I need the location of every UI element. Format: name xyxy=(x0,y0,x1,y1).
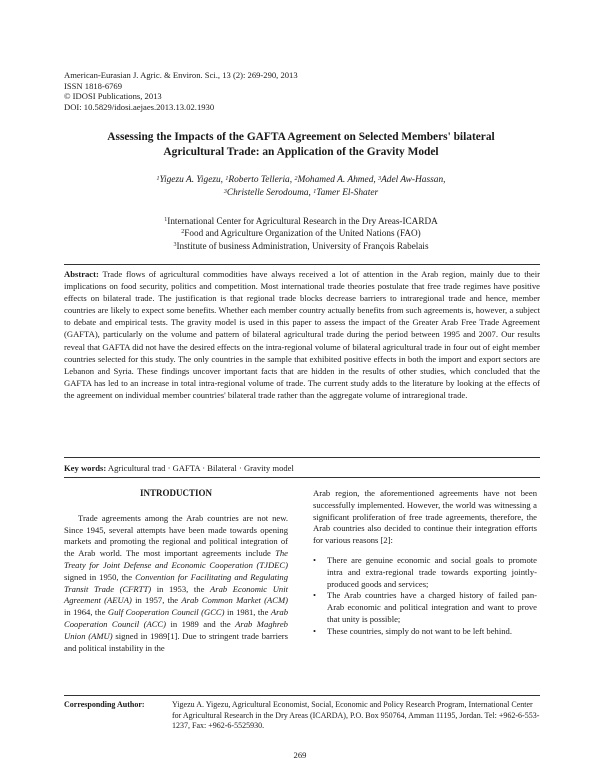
title-line-2: Agricultural Trade: an Application of the Gravity Model xyxy=(163,145,439,158)
page-number: 269 xyxy=(293,750,307,760)
author-name: Christelle Serodouma, xyxy=(226,188,314,198)
footer-label: Corresponding Author: xyxy=(64,700,145,709)
author-name: Yigezu A. Yigezu, xyxy=(159,175,226,185)
footer-text: Yigezu A. Yigezu, Agricultural Economist, Social, Economic and Policy Research Program, International Center for Agricultural Research in the Dry Areas (ICARDA), P.O. Box 950764, Amman 11195, Jordan. Tel: +962-6-553-1237, Fax: +962-6-5525930. xyxy=(172,700,540,731)
author-affil-marker: 2 xyxy=(294,176,298,182)
author-name: Mohamed A. Ahmed, xyxy=(297,175,379,185)
keywords-rule xyxy=(64,477,540,478)
journal-citation: American-Eurasian J. Agric. & Environ. Sci., 13 (2): 269-290, 2013 xyxy=(64,70,298,80)
journal-metadata xyxy=(64,70,298,112)
paper-title xyxy=(70,130,532,160)
author-name: Tamer El-Shater xyxy=(316,188,379,198)
author-name: Roberto Telleria, xyxy=(228,175,295,185)
author-list xyxy=(60,174,542,200)
list-item xyxy=(313,626,537,638)
affil-marker: 3 xyxy=(173,241,177,248)
text-run: signed in 1989[1]. Due to stringent trade barriers and political instability in the xyxy=(64,630,288,653)
doi[interactable]: DOI: 10.5829/idosi.aejaes.2013.13.02.1930 xyxy=(64,101,215,112)
author-name: Adel Aw-Hassan, xyxy=(381,175,446,185)
author-affil-marker: 3 xyxy=(378,176,382,182)
section-heading-introduction: INTRODUCTION xyxy=(139,488,212,498)
author-line-2 xyxy=(60,187,542,200)
abstract xyxy=(64,268,540,401)
title-line-1: Assessing the Impacts of the GAFTA Agreement on Selected Members' bilateral xyxy=(107,131,495,143)
list-item xyxy=(313,555,537,590)
list-item-text: The Arab countries have a charged history of failed pan-Arab economic and political integration and want to prove that unity is possible; xyxy=(327,590,537,624)
author-affil-marker: 1 xyxy=(225,176,229,182)
text-run: in 1989 and the xyxy=(166,618,236,629)
affiliation xyxy=(60,240,542,252)
affil-text: Food and Agriculture Organization of the United Nations (FAO) xyxy=(184,228,421,239)
affiliation-list xyxy=(60,215,542,252)
abstract-text: Trade flows of agricultural commodities have always received a lot of attention in the Arab region, mainly due to their implications on food security, politics and competition. Most international trade theories postulate that free trade regimes have positive effects on bilateral trade. The justification is that regional trade blocks decrease barriers to intraregional trade and hence, member countries are likely to expect some benefits. Whether each member country actually benefits from such agreements is, however, a subject to debate and empirical tests. The gravity model is used in this paper to assess the impact of the Greater Arab Free Trade Agreement (GAFTA), particularly on the volume and pattern of bilateral agricultural trade during the period between 1995 and 2007. Our results reveal that GAFTA did not have the desired effects on the intra-regional volume of bilateral agricultural trade in four out of eight member countries selected for this study. The only countries in the sample that exhibited positive effects in both the import and export sectors are Lebanon and Syria. These findings uncover important facts that are hidden in the results of other studies, which concluded that the GAFTA has led to an increase in total intra-regional volume of trade. The current study adds to the literature by looking at the effects of the agreement on individual member countries' bilateral trade rather than the aggregate volume of intraregional trade. xyxy=(64,269,540,400)
agreement-name: The Treaty for Joint Defense and Economic Cooperation (TJDEC) xyxy=(64,548,288,570)
author-affil-marker: 1 xyxy=(313,189,317,195)
keywords xyxy=(64,463,294,473)
right-column xyxy=(313,488,537,638)
issn: ISSN 1818-6769 xyxy=(64,80,123,91)
affil-marker: 1 xyxy=(164,217,168,223)
agreement-name: Arab Common Market (ACM) xyxy=(181,595,288,606)
reasons-list xyxy=(313,555,537,638)
agreement-name: Arab Maghreb Union (AMU) xyxy=(64,618,288,641)
text-run: in 1957, the xyxy=(131,595,182,606)
intro-paragraph-1 xyxy=(64,513,288,655)
agreement-name: Arab Cooperation Council (ACC) xyxy=(64,607,289,629)
author-affil-marker: 1 xyxy=(156,176,160,182)
affil-text: Institute of business Administration, University of François Rabelais xyxy=(176,240,429,251)
text-run: in 1964, the xyxy=(64,607,108,618)
abstract-top-rule xyxy=(64,264,540,265)
text-run: Trade agreements among the Arab countries are not new. Since 1945, several attempts have been made towards opening markets and promoting the regional and political integration of the Arab world. The most important agreements include xyxy=(64,512,288,559)
abstract-label: Abstract: xyxy=(64,269,99,279)
affil-marker: 2 xyxy=(181,229,185,236)
bullet-icon: • xyxy=(313,590,317,601)
list-item xyxy=(313,590,537,625)
text-run: in 1981, the xyxy=(224,607,271,618)
author-line-1 xyxy=(60,174,542,187)
footer-rule xyxy=(64,695,540,696)
copyright: © IDOSI Publications, 2013 xyxy=(64,91,162,102)
affiliation xyxy=(60,227,542,239)
agreement-name: Convention for Facilitating and Regulating Transit Trade (CFRTT) xyxy=(64,571,288,594)
bullet-icon: • xyxy=(313,625,317,636)
abstract-bottom-rule xyxy=(64,457,540,458)
keywords-label: Key words: xyxy=(64,463,107,473)
list-item-text: There are genuine economic and social goals to promote intra and extra-regional trade towards exporting jointly-produced goods and services; xyxy=(327,554,537,589)
author-affil-marker: 3 xyxy=(223,189,227,195)
agreement-name: Gulf Cooperation Council (GCC) xyxy=(107,607,225,618)
affil-text: International Center for Agricultural Research in the Dry Areas-ICARDA xyxy=(167,216,438,226)
keywords-text: Agricultural trad · GAFTA · Bilateral · Gravity model xyxy=(106,463,294,473)
bullet-icon: • xyxy=(313,554,317,565)
text-run: in 1953, the xyxy=(151,583,210,594)
intro-paragraph-2: Arab region, the aforementioned agreements have not been successfully implemented. However, the world was witnessing a significant proliferation of free trade agreements, therefore, the Arab countries also decided to continue their integration efforts for various reasons [2]: xyxy=(313,488,537,546)
agreement-name: Arab Economic Unit Agreement (AEUA) xyxy=(64,583,288,606)
list-item-text: These countries, simply do not want to be left behind. xyxy=(327,625,512,636)
text-run: signed in 1950, the xyxy=(64,571,136,582)
left-column xyxy=(64,488,288,654)
affiliation xyxy=(60,215,542,227)
